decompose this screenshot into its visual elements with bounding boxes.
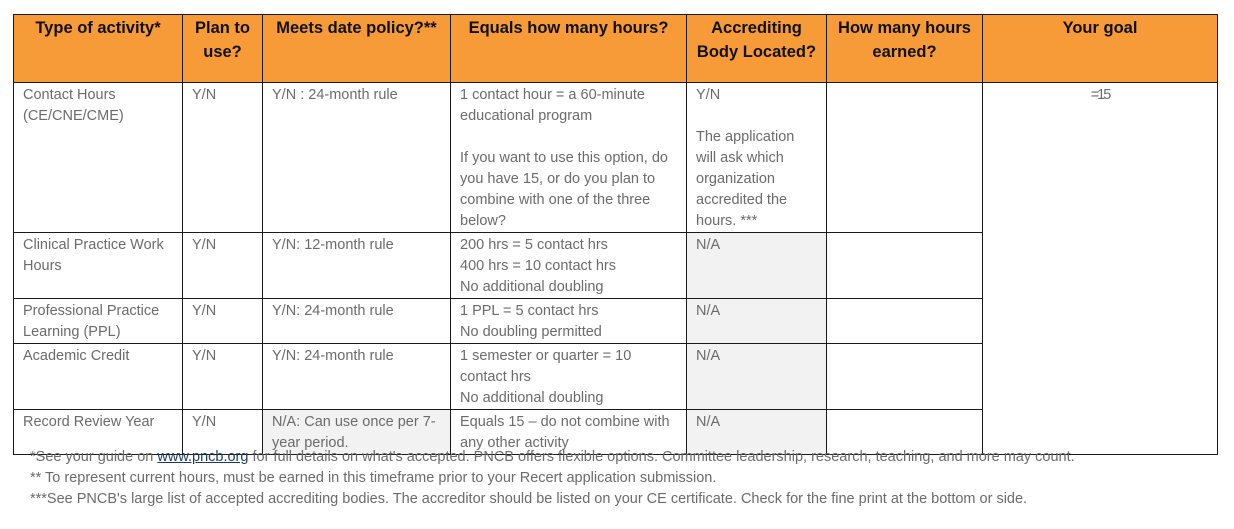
date-policy-cell[interactable]: Y/N: 24-month rule xyxy=(263,299,451,344)
hours-line: 200 hrs = 5 contact hrs xyxy=(460,237,608,253)
hours-earned-cell[interactable] xyxy=(827,299,983,344)
recert-planning-table xyxy=(13,14,1218,455)
hours-line: 400 hrs = 10 contact hrs xyxy=(460,258,616,274)
header-hours-earned: How many hours earned? xyxy=(827,15,983,83)
hours-equivalence xyxy=(451,233,687,299)
activity-type: Record Review Year xyxy=(14,410,183,455)
plan-to-use-cell[interactable]: Y/N xyxy=(183,344,263,410)
header-your-goal: Your goal xyxy=(983,15,1218,83)
hours-line: No additional doubling xyxy=(460,279,604,295)
activity-type: Contact Hours (CE/CNE/CME) xyxy=(14,83,183,233)
hours-line: 1 semester or quarter = 10 contact hrs xyxy=(460,348,632,385)
accrediting-body-cell: N/A xyxy=(687,410,827,455)
hours-line: 1 PPL = 5 contact hrs xyxy=(460,303,599,319)
plan-to-use-cell[interactable]: Y/N xyxy=(183,299,263,344)
plan-to-use-cell[interactable]: Y/N xyxy=(183,83,263,233)
plan-to-use-cell[interactable]: Y/N xyxy=(183,410,263,455)
date-policy-cell[interactable]: Y/N: 12-month rule xyxy=(263,233,451,299)
accrediting-line: Y/N xyxy=(696,87,721,103)
header-row xyxy=(14,15,1218,83)
plan-to-use-cell[interactable]: Y/N xyxy=(183,233,263,299)
footnote-1-prefix: *See your guide on xyxy=(30,449,158,465)
footnote-2: ** To represent current hours, must be earned in this timeframe prior to your Recert application submission. xyxy=(30,470,717,486)
header-meets-date-policy: Meets date policy?** xyxy=(263,15,451,83)
date-policy-cell[interactable]: Y/N: 24-month rule xyxy=(263,344,451,410)
hours-equivalence xyxy=(451,83,687,233)
hours-line: No doubling permitted xyxy=(460,324,602,340)
hours-line: Equals 15 – do not combine with any other activity xyxy=(460,414,670,451)
accrediting-body-cell: N/A xyxy=(687,233,827,299)
header-type-of-activity: Type of activity* xyxy=(14,15,183,83)
table-row xyxy=(14,83,1218,233)
header-plan-to-use: Plan to use? xyxy=(183,15,263,83)
hours-equivalence xyxy=(451,344,687,410)
date-policy-cell: N/A: Can use once per 7-year period. xyxy=(263,410,451,455)
footnote-1 xyxy=(30,447,1075,468)
hours-line: 1 contact hour = a 60-minute educational program xyxy=(460,87,645,124)
hours-line: No additional doubling xyxy=(460,390,604,406)
goal-value: =15 xyxy=(983,83,1218,455)
activity-type: Professional Practice Learning (PPL) xyxy=(14,299,183,344)
header-equals-hours: Equals how many hours? xyxy=(451,15,687,83)
date-policy-cell[interactable]: Y/N : 24-month rule xyxy=(263,83,451,233)
activity-type: Clinical Practice Work Hours xyxy=(14,233,183,299)
accrediting-line: The application will ask which organization accredited the hours. *** xyxy=(696,129,795,229)
activity-type: Academic Credit xyxy=(14,344,183,410)
pncb-website-link[interactable]: www.pncb.org xyxy=(157,449,249,465)
accrediting-body-cell[interactable] xyxy=(687,83,827,233)
accrediting-body-cell: N/A xyxy=(687,344,827,410)
footnote-3: ***See PNCB's large list of accepted accrediting bodies. The accreditor should be listed on your CE certificate. Check for the fine print at the bottom or side. xyxy=(30,491,1028,507)
hours-earned-cell[interactable] xyxy=(827,233,983,299)
footnotes xyxy=(30,447,1075,510)
accrediting-body-cell: N/A xyxy=(687,299,827,344)
hours-earned-cell[interactable] xyxy=(827,83,983,233)
hours-equivalence xyxy=(451,299,687,344)
header-accrediting-body: Accrediting Body Located? xyxy=(687,15,827,83)
hours-earned-cell[interactable] xyxy=(827,344,983,410)
hours-line: If you want to use this option, do you have 15, or do you plan to combine with one of the three below? xyxy=(460,150,668,229)
footnote-1-suffix: for full details on what's accepted. PNCB offers flexible options. Committee leadership, research, teaching, and more may count. xyxy=(248,449,1075,465)
